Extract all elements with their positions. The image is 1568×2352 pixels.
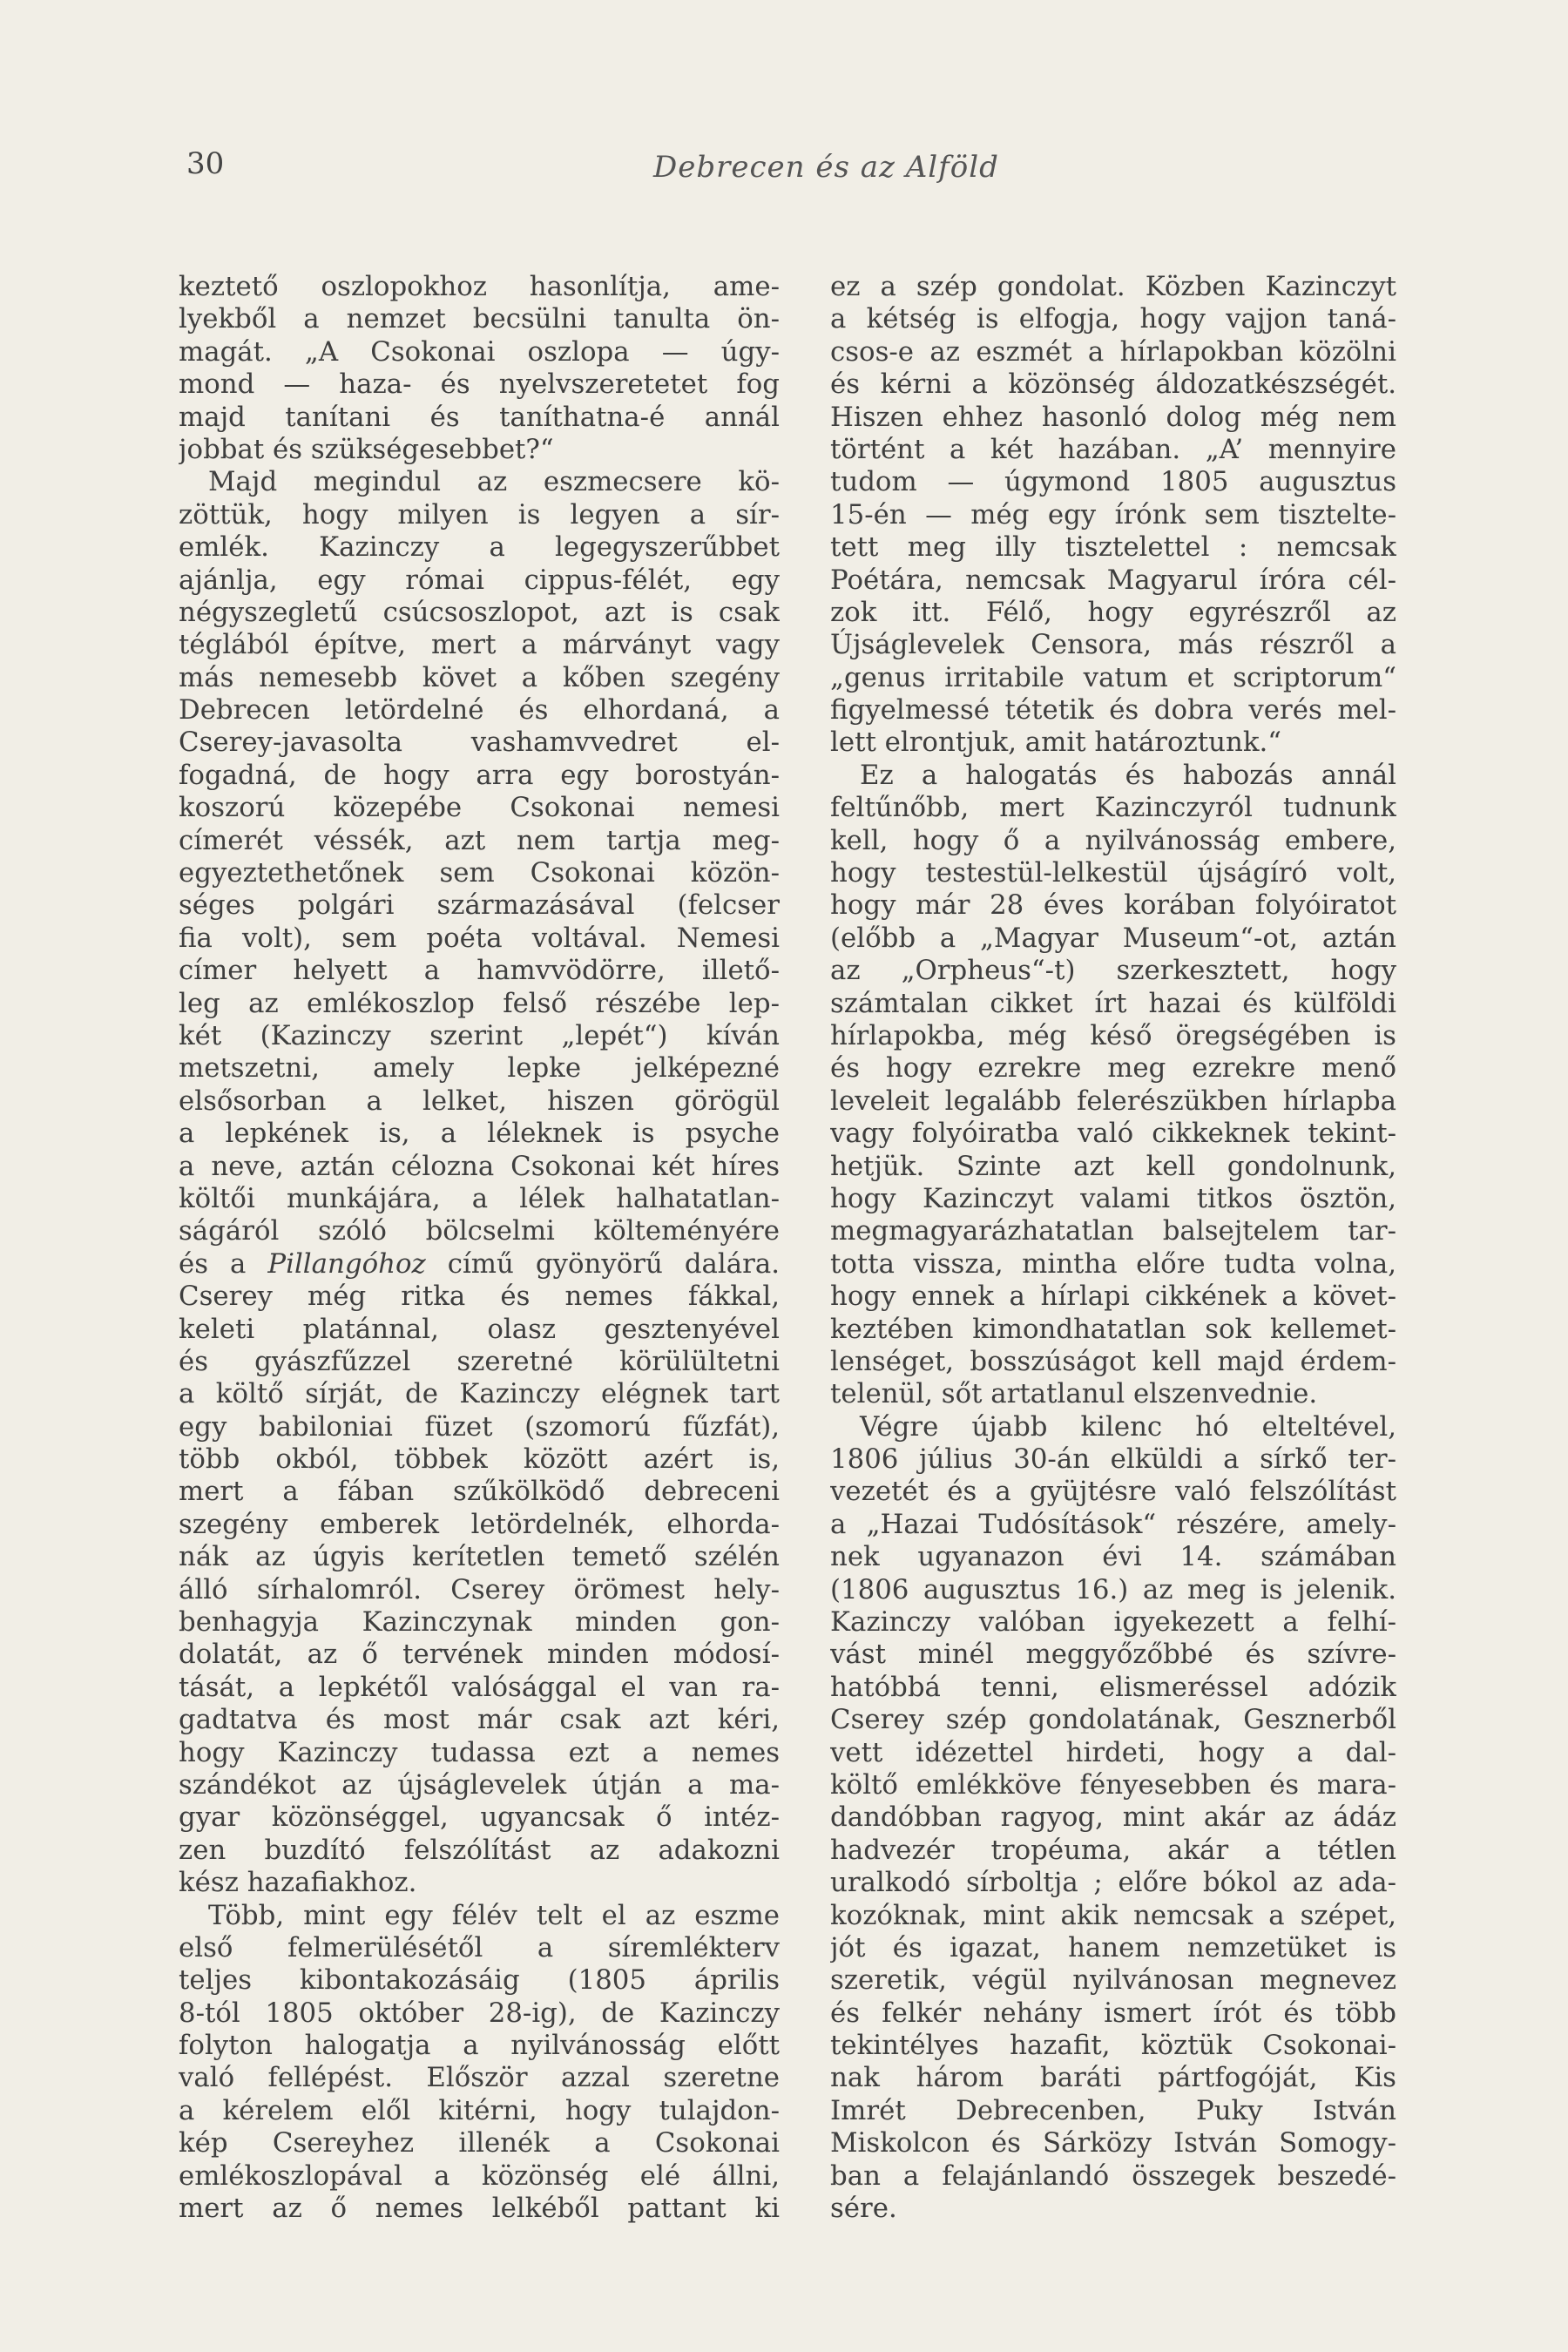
text-line: hetjük. Szinte azt kell gondolnunk,: [830, 1150, 1396, 1182]
text-line: keztében kimondhatatlan sok kellemet-: [830, 1313, 1396, 1345]
text-line: mond — haza- és nyelvszeretetet fog: [179, 368, 780, 401]
text-line: számtalan cikket írt hazai és külföldi: [830, 987, 1396, 1019]
text-line: és a Pillangóhoz című gyönyörű dalára.: [179, 1247, 780, 1280]
text-line: az „Orpheus“-t) szerkesztett, hogy: [830, 955, 1396, 987]
text-line: Majd megindul az eszmecsere kö-: [208, 466, 780, 498]
text-line: más nemesebb követ a kőben szegény: [179, 661, 780, 693]
text-line: téglából építve, mert a márványt vagy: [179, 629, 780, 661]
text-line: hatóbbá tenni, elismeréssel adózik: [830, 1671, 1396, 1703]
text-line: teljes kibontakozásáig (1805 április: [179, 1964, 780, 1997]
text-line: megmagyarázhatatlan balsejtelem tar-: [830, 1215, 1396, 1247]
text-line: négyszegletű csúcsoszlopot, azt is csak: [179, 596, 780, 628]
text-line: 8-tól 1805 október 28-ig), de Kazinczy: [179, 1997, 780, 2029]
text-line: tudom — úgymond 1805 augusztus: [830, 466, 1396, 498]
text-line: Cserey-javasolta vashamvvedret el-: [179, 727, 780, 759]
text-line: Hiszen ehhez hasonló dolog még nem: [830, 401, 1396, 433]
text-line: mert a fában szűkölködő debreceni: [179, 1476, 780, 1508]
text-line: magát. „A Csokonai oszlopa — úgy-: [179, 335, 780, 368]
text-line: ban a felajánlandó összegek beszedé-: [830, 2159, 1396, 2192]
text-line: vezetét és a gyüjtésre való felszólítást: [830, 1476, 1396, 1508]
text-line: első felmerülésétől a síremlékterv: [179, 1931, 780, 1963]
text-line: a kérelem elől kitérni, hogy tulajdon-: [179, 2094, 780, 2126]
text-line: kész hazafiakhoz.: [179, 1867, 417, 1899]
text-line: 1806 július 30-án elküldi a sírkő ter-: [830, 1443, 1396, 1476]
text-line: leg az emlékoszlop felső részébe lep-: [179, 987, 780, 1019]
text-line: vett idézettel hirdeti, hogy a dal-: [830, 1736, 1396, 1768]
text-line: (előbb a „Magyar Museum“-ot, aztán: [830, 922, 1396, 954]
text-line: fogadná, de hogy arra egy borostyán-: [179, 759, 780, 791]
text-line: zen buzdító felszólítást az adakozni: [179, 1834, 780, 1866]
text-line: keztető oszlopokhoz hasonlítja, ame-: [179, 271, 780, 302]
text-line: uralkodó sírboltja ; előre bókol az ada-: [830, 1867, 1396, 1899]
text-line: kell, hogy ő a nyilvánosság embere,: [830, 824, 1396, 856]
text-line: több okból, többek között azért is,: [179, 1443, 780, 1476]
text-line: címer helyett a hamvvödörre, illető-: [179, 955, 780, 987]
text-line: ez a szép gondolat. Közben Kazinczyt: [830, 271, 1396, 302]
text-line: zok itt. Félő, hogy egyrészről az: [830, 596, 1396, 628]
text-line: címerét véssék, azt nem tartja meg-: [179, 824, 780, 856]
text-line: emlék. Kazinczy a legegyszerűbbet: [179, 531, 780, 564]
text-line: hogy Kazinczy tudassa ezt a nemes: [179, 1736, 780, 1768]
text-line: és kérni a közönség áldozatkészségét.: [830, 368, 1396, 401]
text-line: egyeztethetőnek sem Csokonai közön-: [179, 857, 780, 889]
text-line: költői munkájára, a lélek halhatatlan-: [179, 1182, 780, 1214]
text-line: séges polgári származásával (felcser: [179, 889, 780, 922]
text-line: egy babiloniai füzet (szomorú fűzfát),: [179, 1410, 780, 1443]
text-line: fia volt), sem poéta voltával. Nemesi: [179, 922, 780, 954]
text-line: való fellépést. Először azzal szeretne: [179, 2062, 780, 2094]
text-line: szeretik, végül nyilvánosan megnevez: [830, 1964, 1396, 1997]
text-line: költő emlékköve fényesebben és mara-: [830, 1768, 1396, 1801]
text-line: feltűnőbb, mert Kazinczyról tudnunk: [830, 792, 1396, 824]
text-line: két (Kazinczy szerint „lepét“) kíván: [179, 1019, 780, 1051]
text-line: a lepkének is, a léleknek is psyche: [179, 1118, 780, 1150]
right-text-column: [830, 271, 1396, 2240]
text-line: metszetni, amely lepke jelképezné: [179, 1052, 780, 1085]
text-line: totta vissza, mintha előre tudta volna,: [830, 1247, 1396, 1280]
text-line: ajánlja, egy római cippus-félét, egy: [179, 564, 780, 596]
text-line: Újságlevelek Censora, más részről a: [830, 629, 1396, 661]
page-header: [0, 146, 1568, 199]
text-line: Poétára, nemcsak Magyarul íróra cél-: [830, 564, 1396, 596]
text-line: Miskolcon és Sárközy István Somogy-: [830, 2127, 1396, 2159]
text-line: dolatát, az ő tervének minden módosí-: [179, 1639, 780, 1671]
text-line: emlékoszlopával a közönség elé állni,: [179, 2159, 780, 2192]
text-line: hogy ennek a hírlapi cikkének a követ-: [830, 1281, 1396, 1313]
text-line: 15-én — még egy írónk sem tisztelte-: [830, 498, 1396, 531]
text-line: tett meg illy tisztelettel : nemcsak: [830, 531, 1396, 564]
text-line: a költő sírját, de Kazinczy elégnek tart: [179, 1378, 780, 1410]
text-line: Több, mint egy félév telt el az eszme: [208, 1899, 780, 1931]
text-line: Imrét Debrecenben, Puky István: [830, 2094, 1396, 2126]
text-line: mert az ő nemes lelkéből pattant ki: [179, 2193, 780, 2225]
text-line: kép Csereyhez illenék a Csokonai: [179, 2127, 780, 2159]
text-line: és hogy ezrekre meg ezrekre menő: [830, 1052, 1396, 1085]
text-line: Debrecen letördelné és elhordaná, a: [179, 694, 780, 727]
text-line: nak három baráti pártfogóját, Kis: [830, 2062, 1396, 2094]
text-line: figyelmessé tétetik és dobra verés mel-: [830, 694, 1396, 727]
text-line: Kazinczy valóban igyekezett a felhí-: [830, 1606, 1396, 1639]
text-line: vagy folyóiratba való cikkeknek tekint-: [830, 1118, 1396, 1150]
text-line: és gyászfűzzel szeretné körülültetni: [179, 1345, 780, 1377]
text-line: keleti platánnal, olasz gesztenyével: [179, 1313, 780, 1345]
text-line: Cserey szép gondolatának, Gesznerből: [830, 1704, 1396, 1736]
text-line: vást minél meggyőzőbbé és szívre-: [830, 1639, 1396, 1671]
text-line: dandóbban ragyog, mint akár az ádáz: [830, 1801, 1396, 1834]
text-line: Cserey még ritka és nemes fákkal,: [179, 1281, 780, 1313]
text-line: jobbat és szükségesebbet?“: [179, 433, 554, 465]
text-line: hogy már 28 éves korában folyóiratot: [830, 889, 1396, 922]
text-line: történt a két hazában. „A’ mennyire: [830, 433, 1396, 465]
text-line: ságáról szóló bölcselmi költeményére: [179, 1215, 780, 1247]
text-line: folyton halogatja a nyilvánosság előtt: [179, 2030, 780, 2062]
text-line: „genus irritabile vatum et scriptorum“: [830, 661, 1396, 693]
text-line: sére.: [830, 2193, 897, 2225]
text-line: nek ugyanazon évi 14. számában: [830, 1541, 1396, 1573]
text-line: Végre újabb kilenc hó elteltével,: [860, 1410, 1396, 1443]
text-line: a „Hazai Tudósítások“ részére, amely-: [830, 1508, 1396, 1540]
text-line: szegény emberek letördelnék, elhorda-: [179, 1508, 780, 1540]
text-line: kozóknak, mint akik nemcsak a szépet,: [830, 1899, 1396, 1931]
text-line: hírlapokba, még késő öregségében is: [830, 1019, 1396, 1051]
text-line: hogy testestül-lelkestül újságíró volt,: [830, 857, 1396, 889]
text-line: benhagyja Kazinczynak minden gon-: [179, 1606, 780, 1639]
text-line: elsősorban a lelket, hiszen görögül: [179, 1085, 780, 1117]
text-line: jót és igazat, hanem nemzetüket is: [830, 1931, 1396, 1963]
text-line: gadtatva és most már csak azt kéri,: [179, 1704, 780, 1736]
text-line: telenül, sőt artatlanul elszenvednie.: [830, 1378, 1318, 1410]
text-line: a neve, aztán célozna Csokonai két híres: [179, 1150, 780, 1182]
text-line: lyekből a nemzet becsülni tanulta ön-: [179, 303, 780, 335]
text-line: leveleit legalább felerészükben hírlapba: [830, 1085, 1396, 1117]
text-line: (1806 augusztus 16.) az meg is jelenik.: [830, 1573, 1396, 1605]
text-line: gyar közönséggel, ugyancsak ő intéz-: [179, 1801, 780, 1834]
left-text-column: [179, 271, 780, 2240]
text-line: álló sírhalomról. Cserey örömest hely-: [179, 1573, 780, 1605]
running-title: Debrecen és az Alföld: [653, 150, 999, 185]
text-line: hadvezér tropéuma, akár a tétlen: [830, 1834, 1396, 1866]
text-line: a kétség is elfogja, hogy vajjon taná-: [830, 303, 1396, 335]
text-line: zöttük, hogy milyen is legyen a sír-: [179, 498, 780, 531]
text-line: hogy Kazinczyt valami titkos ösztön,: [830, 1182, 1396, 1214]
text-line: szándékot az újságlevelek útján a ma-: [179, 1768, 780, 1801]
text-line: koszorú közepébe Csokonai nemesi: [179, 792, 780, 824]
text-line: lett elrontjuk, amit határoztunk.“: [830, 727, 1282, 759]
text-line: tását, a lepkétől valósággal el van ra-: [179, 1671, 780, 1703]
text-line: majd tanítani és taníthatna-é annál: [179, 401, 780, 433]
text-line: nák az úgyis kerítetlen temető szélén: [179, 1541, 780, 1573]
text-line: lenséget, bosszúságot kell majd érdem-: [830, 1345, 1396, 1377]
text-line: csos-e az eszmét a hírlapokban közölni: [830, 335, 1396, 368]
text-line: Ez a halogatás és habozás annál: [860, 759, 1396, 791]
text-line: tekintélyes hazafit, köztük Csokonai-: [830, 2030, 1396, 2062]
text-line: és felkér nehány ismert írót és több: [830, 1997, 1396, 2029]
page-number: 30: [186, 146, 225, 181]
